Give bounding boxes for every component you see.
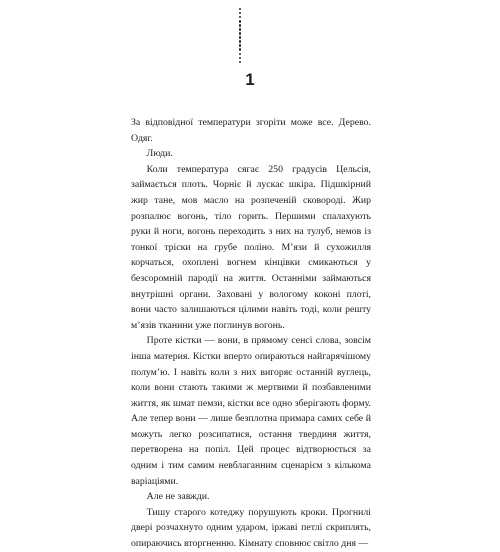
paragraph: Проте кістки — вони, в прямому сенсі слова, зовсім інша материя. Кістки вперто опираються найгарячішому полум’ю. І навіть коли з них вигоряє останній вуглець, коли вони стають такими ж мертвими й позбавленими життя, як шмат пемзи, кістки все одно зберігають форму. Але тепер вони — лише безплотна примара самих себе й можуть легко розсипатися, остання твердиня життя, перетворена на попіл. Цей процес відтворюється за одним і тим самим невблаганним сценарієм з кількома варіаціями. (131, 335, 371, 487)
chapter-ornament-dots (238, 8, 242, 63)
paragraph: Але не завжди. (146, 491, 210, 503)
chapter-body-text (131, 115, 371, 552)
paragraph: Тишу старого котеджу порушують кроки. Прогнилі двері розчахнуто одним ударом, іржаві петлі скриплять, опираючись вторгненню. Кімнату сповнює світло дня — (131, 506, 371, 550)
paragraph: За відповідної температури згоріти може все. Дерево. Одяг. (131, 117, 371, 144)
paragraph: Люди. (146, 148, 173, 160)
chapter-number: 1 (245, 70, 255, 89)
paragraph: Коли температура сягає 250 градусів Цельсія, займається плоть. Чорніє й лускає шкіра. Підшкірний жир тане, мов масло на розпеченій сковороді. Жир розпалює вогонь, тіло горить. Першими спалахують руки й ноги, вогонь переходить з них на тулуб, немов із тонкої тріски на грубе поліно. М’язи й сухожилля корчаться, охоплені вогнем кінцівки смикаються у безсоромній пародії на життя. Останніми займаються внутрішні органи. Заховані у вологому коконі плоті, вони часто залишаються цілими навіть тоді, коли решту м’язів тканини уже поглинув вогонь. (131, 163, 371, 331)
